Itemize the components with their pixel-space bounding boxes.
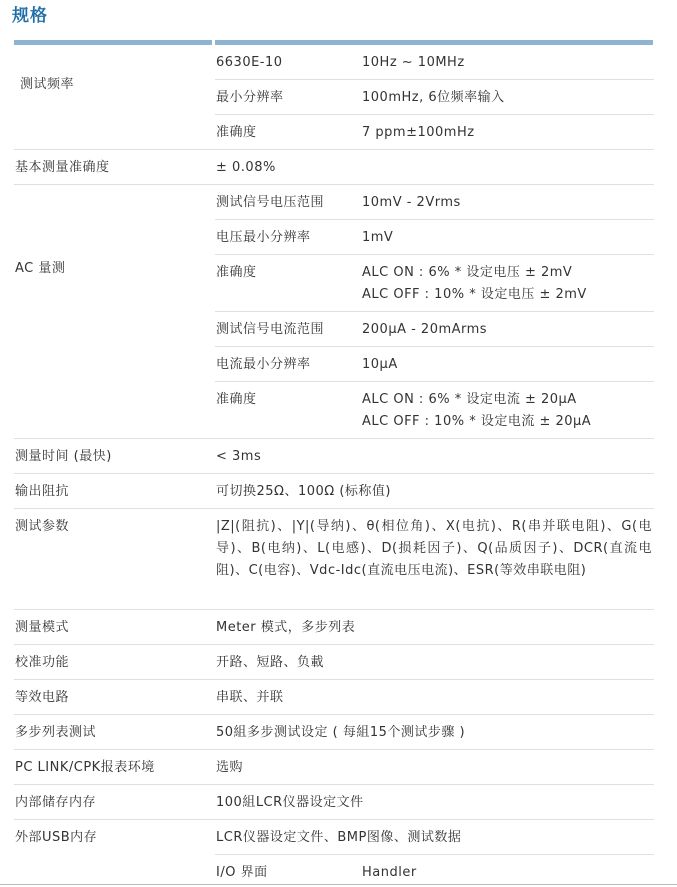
divider (14, 644, 654, 645)
label-test-frequency: 测试频率 (20, 77, 75, 92)
divider (215, 854, 654, 855)
divider (215, 346, 654, 347)
label-measure-time: 测量时间 (最快) (15, 449, 112, 464)
ac-current-accuracy-alc-on: ALC ON : 6% * 设定电流 ± 20µA (362, 392, 577, 407)
divider (215, 79, 654, 80)
divider (14, 749, 654, 750)
value-basic-accuracy: ± 0.08% (216, 160, 276, 175)
ac-current-resolution-label: 电流最小分辨率 (216, 357, 311, 372)
ac-voltage-accuracy-alc-on: ALC ON : 6% * 设定电压 ± 2mV (362, 265, 573, 280)
divider (14, 819, 654, 820)
divider (14, 184, 654, 185)
value-output-impedance: 可切换25Ω、100Ω (标称值) (216, 484, 391, 499)
value-external-usb: LCR仪器设定文件、BMP图像、测试数据 (216, 830, 462, 845)
label-calibration: 校准功能 (15, 655, 70, 670)
ac-voltage-accuracy-label: 准确度 (216, 265, 257, 280)
ac-current-accuracy-label: 准确度 (216, 392, 257, 407)
page-title: 规格 (12, 6, 48, 26)
ac-voltage-accuracy-alc-off: ALC OFF : 10% * 设定电压 ± 2mV (362, 287, 587, 302)
divider (14, 508, 654, 509)
freq-model: 6630E-10 (216, 55, 283, 70)
value-io-interface: Handler (362, 865, 417, 880)
freq-resolution-label: 最小分辨率 (216, 90, 284, 105)
divider (14, 473, 654, 474)
freq-accuracy-label: 准确度 (216, 125, 257, 140)
ac-voltage-resolution-value: 1mV (362, 230, 394, 245)
divider (14, 149, 654, 150)
divider (215, 254, 654, 255)
header-bar-left (14, 40, 212, 45)
divider (215, 311, 654, 312)
ac-current-range-value: 200µA - 20mArms (362, 322, 488, 337)
value-measure-time: < 3ms (216, 449, 262, 464)
freq-accuracy-value: 7 ppm±100mHz (362, 125, 475, 140)
value-equivalent-circuit: 串联、并联 (216, 690, 284, 705)
label-io-interface: I/O 界面 (216, 865, 268, 880)
value-measure-mode: Meter 模式，多步列表 (216, 620, 356, 635)
ac-current-range-label: 测试信号电流范围 (216, 322, 325, 337)
label-basic-accuracy: 基本测量准确度 (15, 160, 110, 175)
label-ac-measurement: AC 量测 (15, 261, 66, 276)
divider (215, 219, 654, 220)
ac-current-accuracy-alc-off: ALC OFF : 10% * 设定电流 ± 20µA (362, 414, 592, 429)
ac-voltage-resolution-label: 电压最小分辨率 (216, 230, 311, 245)
ac-current-resolution-value: 10µA (362, 357, 398, 372)
divider (14, 609, 654, 610)
label-equivalent-circuit: 等效电路 (15, 690, 70, 705)
label-output-impedance: 输出阻抗 (15, 484, 70, 499)
label-internal-storage: 内部储存内存 (15, 795, 97, 810)
divider (215, 381, 654, 382)
divider (14, 679, 654, 680)
ac-voltage-range-label: 测试信号电压范围 (216, 195, 325, 210)
divider (14, 784, 654, 785)
value-multistep: 50組多步测试设定 ( 每組15个测试步骤 ) (216, 725, 466, 740)
freq-resolution-value: 100mHz, 6位频率输入 (362, 90, 505, 105)
label-test-parameters: 测试参数 (15, 519, 70, 534)
divider (14, 714, 654, 715)
divider (14, 438, 654, 439)
value-calibration: 开路、短路、负載 (216, 655, 325, 670)
label-pc-link: PC LINK/CPK报表环境 (15, 760, 155, 775)
header-bar-right (215, 40, 653, 45)
ac-voltage-range-value: 10mV - 2Vrms (362, 195, 461, 210)
bottom-frame-line (0, 884, 677, 885)
freq-model-value: 10Hz ~ 10MHz (362, 55, 465, 70)
value-test-parameters: |Z|(阻抗)、|Y|(导纳)、θ(相位角)、X(电抗)、R(串并联电阻)、G(电导)、B(电纳)、L(电感)、D(损耗因子)、Q(品质因子)、DCR(直流电阻)、C(电容)、Vdc-Idc(直流电压电流)、ESR(等效串联电阻) (216, 519, 652, 578)
value-pc-link: 选购 (216, 760, 244, 775)
label-external-usb: 外部USB内存 (15, 830, 98, 845)
divider (215, 114, 654, 115)
label-multistep: 多步列表测试 (15, 725, 97, 740)
value-internal-storage: 100組LCR仪器设定文件 (216, 795, 364, 810)
label-measure-mode: 测量模式 (15, 620, 70, 635)
